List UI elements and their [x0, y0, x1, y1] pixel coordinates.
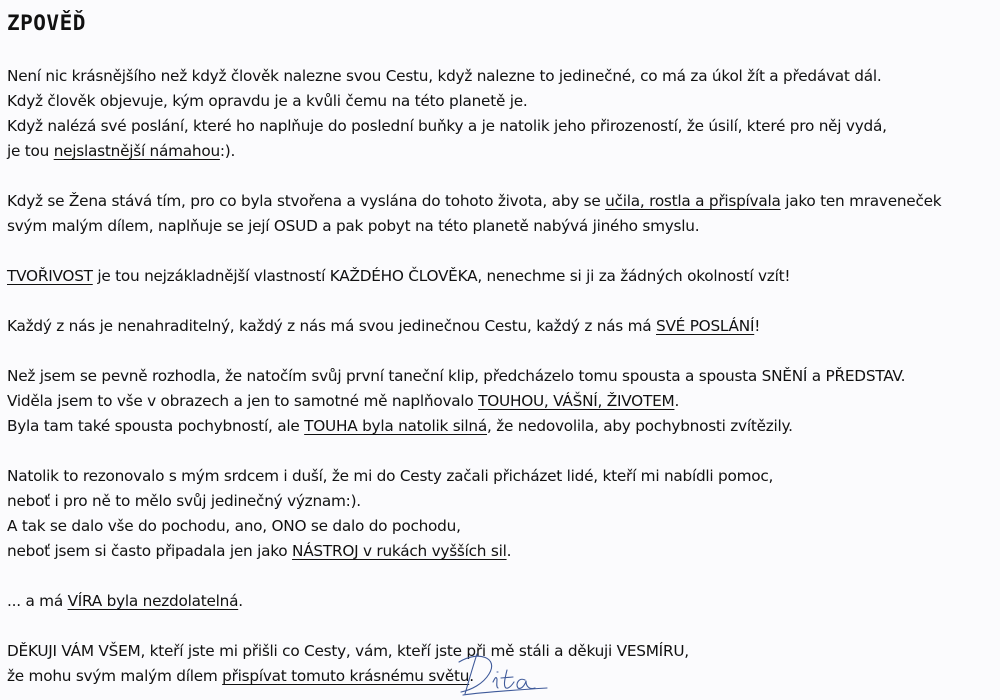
paragraph-gap: [7, 339, 941, 364]
underlined-phrase: SVÉ POSLÁNÍ: [656, 317, 755, 335]
text-span: je tou: [7, 142, 54, 160]
underlined-phrase: TOUHA byla natolik silná: [304, 417, 487, 435]
underlined-phrase: TOUHOU, VÁŠNÍ, ŽIVOTEM: [478, 392, 675, 410]
text-span: jako ten mraveneček: [780, 192, 942, 210]
text-span: :).: [219, 142, 236, 160]
document-page: [7, 9, 997, 685]
text-span: ... a má: [7, 592, 68, 610]
text-line: svým malým dílem, naplňuje se její OSUD a pak pobyt na této planetě nabývá jiného smyslu.: [7, 217, 700, 235]
text-line: [7, 264, 941, 289]
underlined-phrase: VÍRA byla nezdolatelná: [67, 592, 239, 610]
text-span: Viděla jsem to vše v obrazech a jen to samotné mě naplňovalo: [7, 392, 479, 410]
text-line: [7, 589, 941, 614]
signature-image: [455, 648, 551, 700]
text-span: .: [469, 667, 474, 685]
text-line: [7, 314, 941, 339]
text-line: Natolik to rezonovalo s mým srdcem i duší, že mi do Cesty začali přicházet lidé, kteří mi nabídli pomoc,: [7, 467, 774, 485]
paragraph-gap: [7, 239, 941, 264]
text-span: !: [754, 317, 761, 335]
text-span: je tou nejzákladnější vlastností KAŽDÉHO ČLOVĚKA, nenechme si ji za žádných okolností vzít!: [92, 267, 791, 285]
text-span: Každý z nás je nenahraditelný, každý z nás má svou jedinečnou Cestu, každý z nás má: [7, 317, 656, 335]
underlined-phrase: TVOŘIVOST: [7, 267, 93, 285]
text-span: .: [674, 392, 680, 410]
text-line: [7, 539, 941, 564]
paragraph-gap: [7, 614, 941, 639]
underlined-phrase: NÁSTROJ v rukách vyšších sil: [292, 542, 507, 560]
text-line: A tak se dalo vše do pochodu, ano, ONO se dalo do pochodu,: [7, 517, 461, 535]
underlined-phrase: nejslastnější námahou: [53, 142, 220, 160]
text-span: neboť jsem si často připadala jen jako: [7, 542, 293, 560]
text-span: Byla tam také spousta pochybností, ale: [7, 417, 305, 435]
text-line: Než jsem se pevně rozhodla, že natočím svůj první taneční klip, předcházelo tomu spousta a spousta SNĚNÍ a PŘEDSTAV.: [7, 367, 906, 385]
text-line: [7, 389, 941, 414]
text-span: .: [238, 592, 243, 610]
text-line: [7, 414, 941, 439]
page-title: ZPOVĚĎ: [7, 11, 86, 35]
text-span: , že nedovolila, aby pochybnosti zvítězily.: [487, 417, 793, 435]
text-line: Když nalézá své poslání, které ho naplňuje do poslední buňky a je natolik jeho přirozeností, že úsilí, které pro něj vydá,: [7, 117, 887, 135]
underlined-phrase: učila, rostla a přispívala: [605, 192, 781, 210]
text-line: Není nic krásnějšího než když člověk nalezne svou Cestu, když nalezne to jedinečné, co má za úkol žít a předávat dál.: [7, 67, 882, 85]
text-span: Když se Žena stává tím, pro co byla stvořena a vyslána do tohoto života, aby se: [7, 192, 606, 210]
paragraph-gap: [7, 564, 941, 589]
paragraph-gap: [7, 439, 941, 464]
text-line: Když člověk objevuje, kým opravdu je a kvůli čemu na této planetě je.: [7, 92, 528, 110]
text-span: že mohu svým malým dílem: [7, 667, 223, 685]
underlined-phrase: přispívat tomuto krásnému světu: [222, 667, 470, 685]
text-line: [7, 189, 941, 214]
document-body: [7, 64, 941, 689]
text-line: DĚKUJI VÁM VŠEM, kteří jste mi přišli co Cesty, vám, kteří jste při mě stáli a děkuji VESMÍRU,: [7, 642, 689, 660]
text-line: [7, 139, 941, 164]
paragraph-gap: [7, 289, 941, 314]
text-line: neboť i pro ně to mělo svůj jedinečný význam:).: [7, 492, 361, 510]
text-span: .: [506, 542, 512, 560]
paragraph-gap: [7, 164, 941, 189]
